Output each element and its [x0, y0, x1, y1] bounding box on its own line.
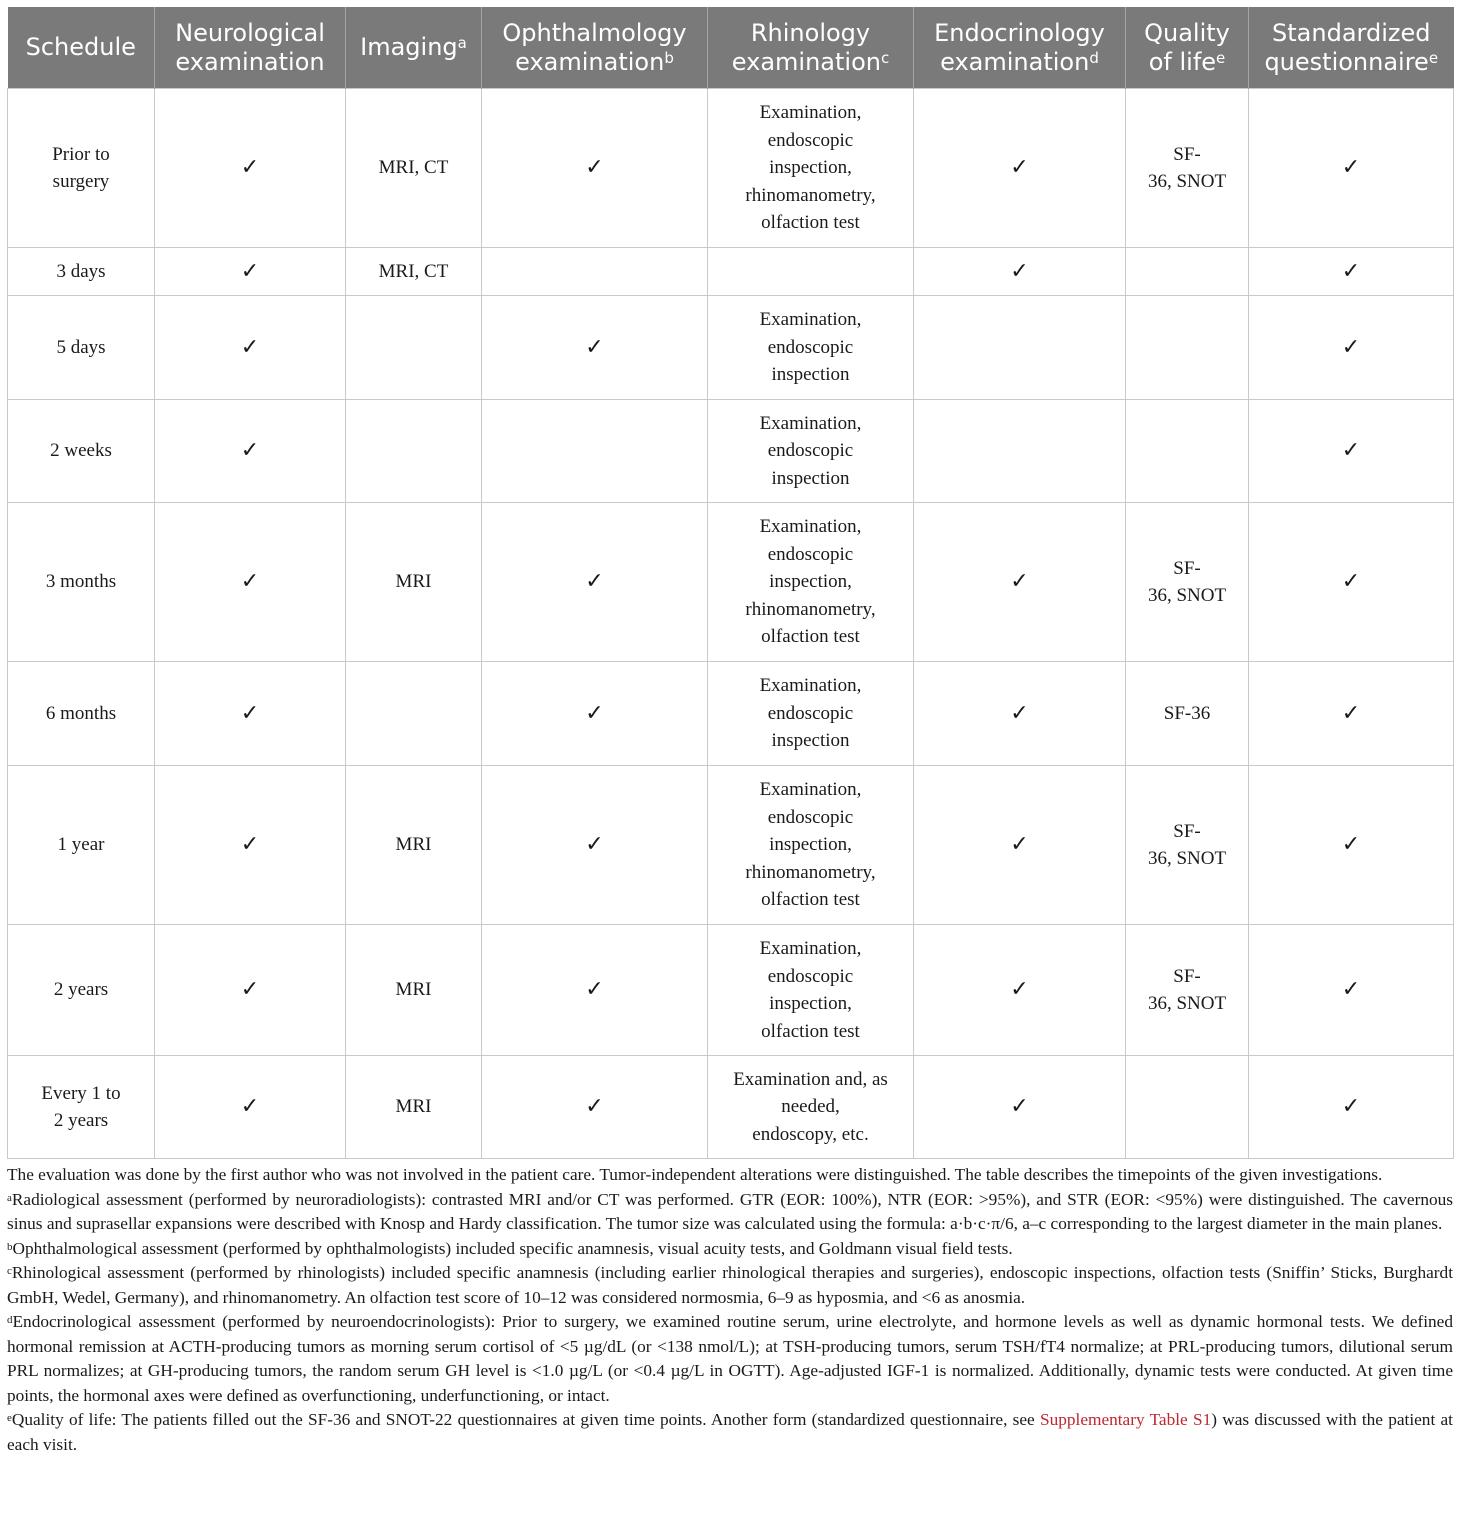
- column-header: [482, 7, 708, 89]
- footnote-marker: a: [7, 1191, 12, 1204]
- footnote-text: Ophthalmological assessment (performed by ophthalmologists) included specific anamnesis, visual acuity tests, and Goldmann visual field tests.: [12, 1238, 1013, 1258]
- schedule-cell: 2 weeks: [8, 400, 155, 503]
- check-mark-icon: ✓: [482, 89, 708, 248]
- check-mark-icon: ✓: [155, 925, 346, 1056]
- column-header-label: examination: [731, 47, 881, 76]
- check-mark-icon: ✓: [482, 766, 708, 925]
- table-cell: Examination, endoscopic inspection, rhinomanometry, olfaction test: [708, 89, 914, 248]
- table-cell: Examination, endoscopic inspection, rhinomanometry, olfaction test: [708, 503, 914, 662]
- table-cell: MRI: [346, 503, 482, 662]
- footnote-marker: d: [1089, 48, 1099, 67]
- table-body: [8, 89, 1454, 1159]
- column-header: [8, 7, 155, 89]
- column-header-label: Schedule: [25, 33, 136, 61]
- footnote-c: [7, 1261, 1453, 1310]
- footnote-marker: c: [880, 48, 890, 67]
- table-cell: Examination, endoscopic inspection, rhinomanometry, olfaction test: [708, 766, 914, 925]
- table-cell: Examination, endoscopic inspection, olfaction test: [708, 925, 914, 1056]
- table-footnotes: [7, 1163, 1453, 1457]
- table-cell: MRI: [346, 1056, 482, 1159]
- table-cell: SF- 36, SNOT: [1126, 89, 1249, 248]
- column-header: [155, 7, 346, 89]
- schedule-cell: Every 1 to 2 years: [8, 1056, 155, 1159]
- table-cell: [346, 662, 482, 766]
- check-mark-icon: ✓: [914, 248, 1126, 296]
- column-header-label: of life: [1148, 47, 1217, 76]
- footnote-b: [7, 1237, 1453, 1262]
- column-header-label: Ophthalmology: [502, 18, 687, 47]
- table-row: [8, 296, 1454, 400]
- column-header: [1249, 7, 1454, 89]
- check-mark-icon: ✓: [1249, 400, 1454, 503]
- table-cell: [708, 248, 914, 296]
- table-cell: SF- 36, SNOT: [1126, 925, 1249, 1056]
- check-mark-icon: ✓: [1249, 503, 1454, 662]
- table-row: [8, 925, 1454, 1056]
- table-cell: [1126, 248, 1249, 296]
- column-header-label: examination: [515, 47, 665, 76]
- schedule-cell: 5 days: [8, 296, 155, 400]
- footnote-e: [7, 1408, 1453, 1457]
- check-mark-icon: ✓: [914, 662, 1126, 766]
- table-cell: [1126, 1056, 1249, 1159]
- check-mark-icon: ✓: [914, 503, 1126, 662]
- check-mark-icon: ✓: [155, 503, 346, 662]
- footnote-general: The evaluation was done by the first author who was not involved in the patient care. Tumor-independent alterations were distinguished. The table describes the timepoints of the given investigations.: [7, 1165, 1383, 1184]
- check-mark-icon: ✓: [1249, 1056, 1454, 1159]
- table-cell: SF- 36, SNOT: [1126, 503, 1249, 662]
- footnote-marker: d: [7, 1314, 13, 1326]
- check-mark-icon: ✓: [1249, 925, 1454, 1056]
- document-page: [7, 7, 1453, 1457]
- column-header: [1126, 7, 1249, 89]
- footnote-text: Endocrinological assessment (performed by neuroendocrinologists): Prior to surgery, we examined routine serum, urine electrolyte, and hormone levels as well as dynamic hormonal tests. We defined hormonal remission at ACTH-producing tumors as morning serum cortisol of <5 µg/dL (or <138 nmol/L); at TSH-producing tumors, serum TSH/fT4 normalize; at PRL-producing tumors, dilutional serum PRL normalizes; at GH-producing tumors, the random serum GH level is <1.0 µg/L (or <0.4 µg/L in OGTT). Age-adjusted IGF-1 is normalized. Additionally, dynamic tests were conducted. At given time points, the hormonal axes were defined as overfunctioning, underfunctioning, or intact.: [7, 1312, 1453, 1405]
- check-mark-icon: ✓: [155, 248, 346, 296]
- check-mark-icon: ✓: [155, 766, 346, 925]
- check-mark-icon: ✓: [155, 400, 346, 503]
- schedule-cell: 3 days: [8, 248, 155, 296]
- schedule-cell: 6 months: [8, 662, 155, 766]
- check-mark-icon: ✓: [1249, 89, 1454, 248]
- column-header-label: Neurological: [175, 18, 325, 47]
- column-header-label: Quality: [1144, 18, 1230, 47]
- check-mark-icon: ✓: [1249, 766, 1454, 925]
- table-row: [8, 766, 1454, 925]
- check-mark-icon: ✓: [1249, 662, 1454, 766]
- footnote-marker: c: [7, 1265, 12, 1277]
- check-mark-icon: ✓: [914, 766, 1126, 925]
- column-header-label: questionnaire: [1264, 47, 1429, 76]
- check-mark-icon: ✓: [1249, 296, 1454, 400]
- footnote-marker: b: [664, 48, 674, 67]
- footnote-marker: e: [7, 1412, 12, 1424]
- check-mark-icon: ✓: [482, 925, 708, 1056]
- check-mark-icon: ✓: [482, 662, 708, 766]
- check-mark-icon: ✓: [482, 503, 708, 662]
- footnote-marker: e: [1428, 48, 1439, 67]
- check-mark-icon: ✓: [155, 662, 346, 766]
- schedule-cell: 2 years: [8, 925, 155, 1056]
- table-cell: Examination, endoscopic inspection: [708, 662, 914, 766]
- check-mark-icon: ✓: [155, 89, 346, 248]
- footnote-text: ) was discussed with the patient at each visit.: [7, 1410, 1453, 1454]
- check-mark-icon: ✓: [914, 1056, 1126, 1159]
- check-mark-icon: ✓: [482, 1056, 708, 1159]
- footnote-text: Rhinological assessment (performed by rhinologists) included specific anamnesis (including earlier rhinological therapies and surgeries), endoscopic inspections, olfaction tests (Sniffin’ Sticks, Burghardt GmbH, Wedel, Germany), and rhinomanometry. An olfaction test score of 10–12 was considered normosmia, 6–9 as hyposmia, and <6 as anosmia.: [7, 1263, 1453, 1307]
- check-mark-icon: ✓: [482, 296, 708, 400]
- table-cell: MRI: [346, 925, 482, 1056]
- table-cell: Examination, endoscopic inspection: [708, 400, 914, 503]
- check-mark-icon: ✓: [155, 296, 346, 400]
- column-header-label: examination: [940, 47, 1090, 76]
- table-cell: [1126, 296, 1249, 400]
- schedule-cell: 3 months: [8, 503, 155, 662]
- table-row: [8, 662, 1454, 766]
- table-cell: SF-36: [1126, 662, 1249, 766]
- table-cell: [914, 296, 1126, 400]
- table-cell: MRI, CT: [346, 248, 482, 296]
- column-header-label: Standardized: [1272, 18, 1431, 47]
- table-row: [8, 503, 1454, 662]
- table-cell: [1126, 400, 1249, 503]
- column-header: [914, 7, 1126, 89]
- schedule-cell: Prior to surgery: [8, 89, 155, 248]
- table-cell: Examination and, as needed, endoscopy, etc.: [708, 1056, 914, 1159]
- table-row: [8, 400, 1454, 503]
- footnote-marker: e: [1216, 48, 1226, 67]
- column-header: [708, 7, 914, 89]
- footnote-a: [7, 1188, 1453, 1237]
- table-cell: [346, 296, 482, 400]
- footnote-text: Radiological assessment (performed by neuroradiologists): contrasted MRI and/or CT was performed. GTR (EOR: 100%), NTR (EOR: >95%), and STR (EOR: <95%) were distinguished. The cavernous sinus and suprasellar expansions were described with Knosp and Hardy classification. The tumor size was calculated using the formula: a·b·c·π/6, a–c corresponding to the largest diameter in the main planes.: [7, 1189, 1453, 1233]
- column-header-label: examination: [175, 47, 325, 76]
- table-cell: [914, 400, 1126, 503]
- table-row: [8, 89, 1454, 248]
- footnote-marker: a: [457, 34, 467, 52]
- footnote-marker: b: [7, 1240, 13, 1253]
- table-cell: Examination, endoscopic inspection: [708, 296, 914, 400]
- schedule-table: [7, 7, 1454, 1159]
- column-header-label: Endocrinology: [934, 18, 1105, 47]
- footnote-d: [7, 1310, 1453, 1408]
- table-header: [8, 7, 1454, 89]
- table-row: [8, 248, 1454, 296]
- table-cell: [482, 400, 708, 503]
- table-cell: MRI, CT: [346, 89, 482, 248]
- check-mark-icon: ✓: [914, 89, 1126, 248]
- table-cell: [482, 248, 708, 296]
- column-header: [346, 7, 482, 89]
- table-row: [8, 1056, 1454, 1159]
- table-cell: MRI: [346, 766, 482, 925]
- table-cell: SF- 36, SNOT: [1126, 766, 1249, 925]
- supplementary-table-link[interactable]: Supplementary Table S1: [1040, 1410, 1212, 1429]
- header-row: [8, 7, 1454, 89]
- check-mark-icon: ✓: [1249, 248, 1454, 296]
- schedule-cell: 1 year: [8, 766, 155, 925]
- check-mark-icon: ✓: [155, 1056, 346, 1159]
- check-mark-icon: ✓: [914, 925, 1126, 1056]
- column-header-label: Imaging: [360, 33, 458, 61]
- table-cell: [346, 400, 482, 503]
- footnote-text: Quality of life: The patients filled out the SF-36 and SNOT-22 questionnaires at given time points. Another form (standardized questionnaire, see: [11, 1410, 1040, 1429]
- column-header-label: Rhinology: [750, 18, 871, 47]
